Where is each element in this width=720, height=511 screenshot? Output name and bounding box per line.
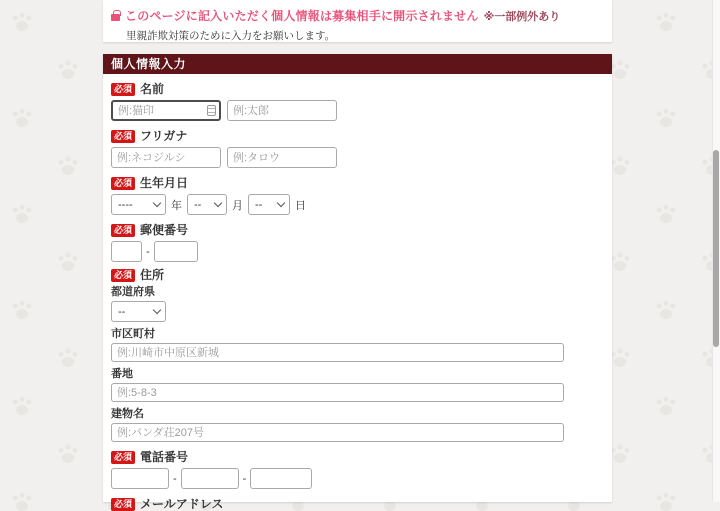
furigana-field-group (111, 130, 604, 168)
chevron-down-icon (153, 199, 161, 207)
postal-separator: - (146, 245, 150, 258)
form-section-title: 個人情報入力 (103, 54, 612, 74)
last-name-kana-input[interactable] (111, 147, 221, 168)
first-name-input[interactable] (227, 100, 337, 121)
chevron-down-icon (214, 199, 222, 207)
birth-day-select[interactable]: -- (248, 194, 290, 215)
phone-2-input[interactable] (181, 468, 239, 489)
phone-separator: - (173, 472, 177, 485)
street-label: 番地 (111, 368, 133, 380)
prefecture-label: 都道府県 (111, 286, 155, 298)
city-input[interactable] (111, 343, 564, 362)
name-field-group (111, 83, 604, 121)
required-badge: 必須 (111, 130, 135, 143)
privacy-notice-exception: ※一部例外あり (483, 10, 561, 23)
required-badge: 必須 (111, 451, 135, 464)
phone-separator: - (242, 472, 247, 485)
required-badge: 必須 (111, 177, 135, 190)
email-label: メールアドレス (140, 497, 224, 511)
personal-info-form (103, 54, 612, 511)
phone-3-input[interactable] (250, 468, 312, 489)
month-unit-label: 月 (232, 199, 243, 212)
lock-icon (111, 14, 120, 21)
scrollbar-thumb[interactable] (713, 150, 719, 347)
scrollbar-track[interactable] (712, 0, 720, 502)
birth-year-select[interactable]: ---- (111, 194, 166, 215)
chevron-down-icon (277, 199, 285, 207)
birthdate-field-group (111, 177, 604, 215)
building-label: 建物名 (111, 408, 144, 420)
postal-field-group (111, 224, 604, 262)
privacy-notice-headline (111, 7, 602, 24)
required-badge: 必須 (111, 224, 135, 237)
postal-code-2-input[interactable] (154, 241, 198, 262)
chevron-down-icon (153, 306, 161, 314)
name-label: 名前 (140, 82, 165, 96)
birthdate-label: 生年月日 (140, 176, 189, 190)
privacy-notice-text: このページに記入いただく個人情報は募集相手に開示されません (125, 9, 479, 23)
address-label: 住所 (140, 268, 165, 282)
required-badge: 必須 (111, 498, 135, 511)
privacy-notice-subtext: 里親詐欺対策のために入力をお願いします。 (126, 30, 336, 42)
autofill-icon[interactable] (207, 105, 216, 116)
furigana-label: フリガナ (140, 129, 188, 143)
birth-month-select[interactable]: -- (187, 194, 227, 215)
privacy-notice (103, 0, 612, 42)
city-label: 市区町村 (111, 328, 155, 340)
street-input[interactable] (111, 383, 564, 402)
postal-code-1-input[interactable] (111, 241, 142, 262)
first-name-kana-input[interactable] (227, 147, 337, 168)
phone-1-input[interactable] (111, 468, 169, 489)
required-badge: 必須 (111, 269, 135, 282)
phone-label: 電話番号 (140, 450, 189, 464)
year-unit-label: 年 (171, 199, 182, 212)
phone-field-group (111, 451, 604, 489)
day-unit-label: 日 (295, 199, 306, 212)
postal-label: 郵便番号 (140, 223, 189, 237)
required-badge: 必須 (111, 83, 135, 96)
last-name-input[interactable] (111, 100, 221, 121)
prefecture-select[interactable]: -- (111, 301, 166, 322)
address-field-group (111, 269, 604, 442)
email-field-group (111, 498, 604, 511)
building-input[interactable] (111, 423, 564, 442)
